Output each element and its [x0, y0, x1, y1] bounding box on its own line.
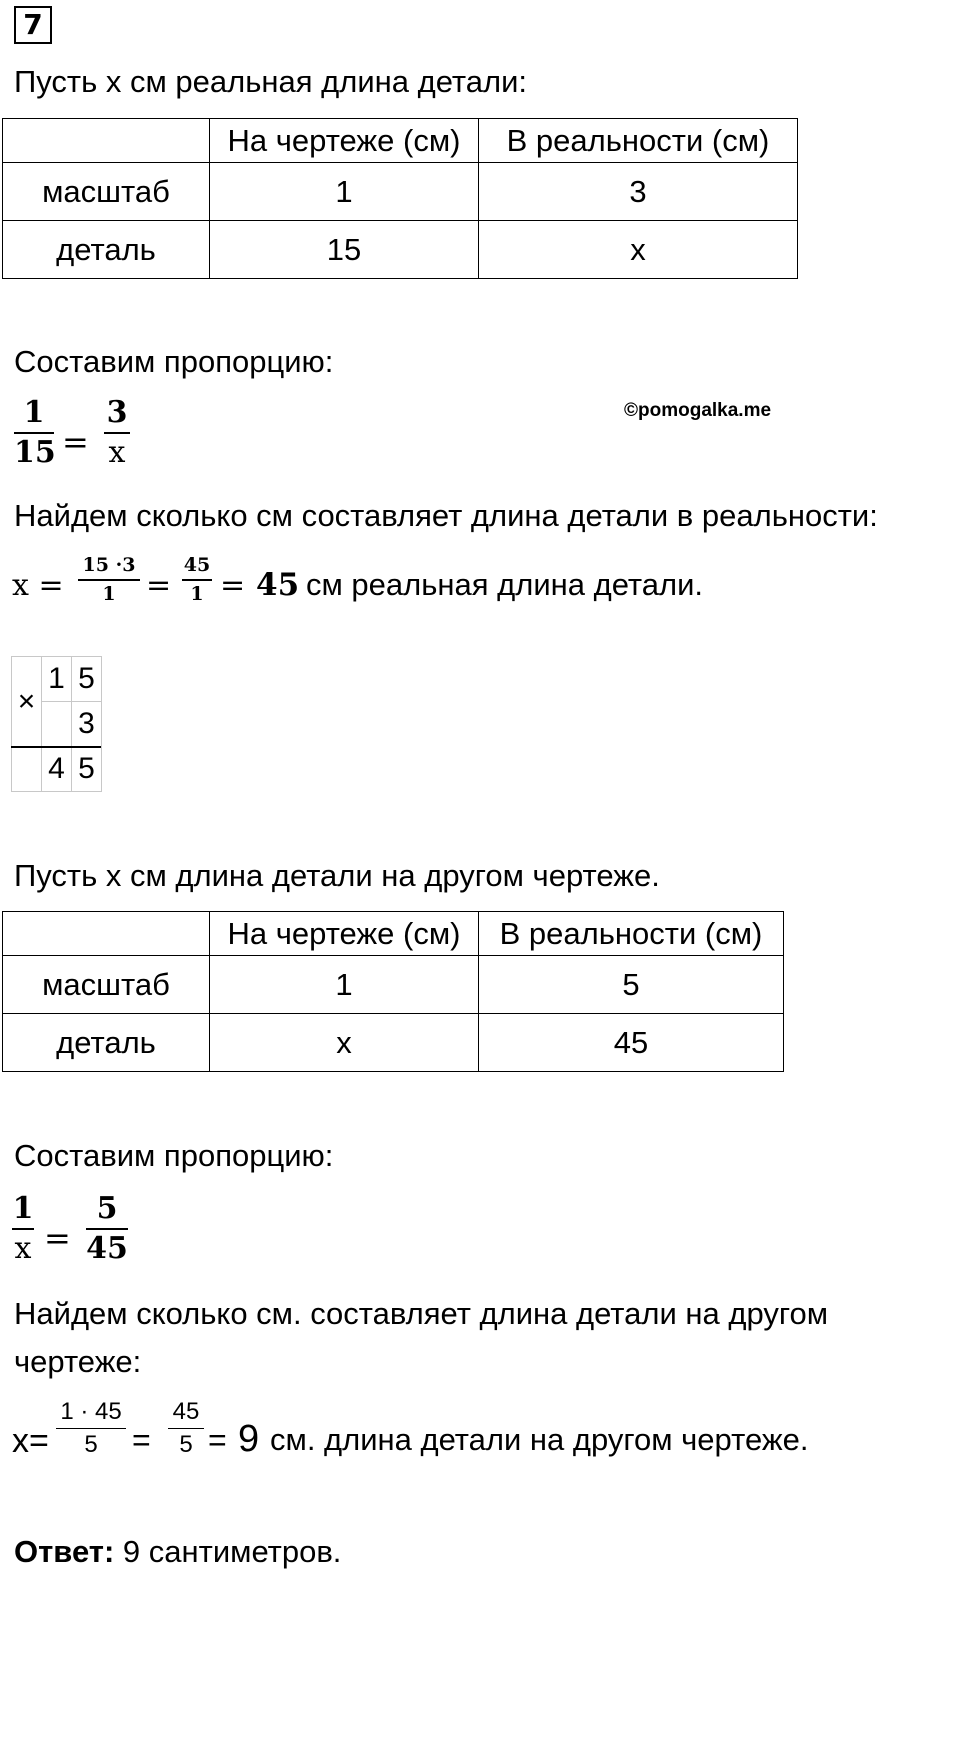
table-row [3, 221, 798, 279]
part1-proportion-label: Составим пропорцию: [14, 344, 334, 379]
fraction-denominator: 5 [179, 1431, 193, 1458]
solution-fraction-1 [78, 556, 140, 604]
fraction-numerator: 1 · 45 [60, 1398, 122, 1425]
equals-sign: = [220, 568, 246, 603]
digit-cell: 3 [72, 702, 102, 747]
part2-find-text-line1: Найдем сколько см. составляет длина детали на другом [14, 1296, 829, 1331]
table-cell: деталь [3, 221, 210, 279]
fraction-right [104, 395, 130, 470]
equals-sign: = [44, 1219, 71, 1257]
digit-cell: 4 [42, 747, 72, 792]
solution-suffix: см реальная длина детали. [306, 567, 704, 602]
table-header-row [3, 912, 784, 956]
table-cell: 1 [210, 163, 479, 221]
equals-sign: = [208, 1422, 227, 1458]
fraction-bar [104, 432, 130, 434]
solution-lhs: x= [12, 1422, 49, 1460]
fraction-right [86, 1191, 128, 1266]
solution-fraction-1 [56, 1400, 126, 1457]
part1-intro: Пусть x см реальная длина детали: [14, 64, 528, 99]
table-header-row [3, 119, 798, 163]
fraction-denominator: x [14, 1231, 32, 1266]
table-header-cell [3, 119, 210, 163]
fraction-bar [182, 579, 212, 581]
solution-lhs: x = [12, 568, 64, 603]
fraction-denominator: 1 [190, 583, 204, 605]
fraction-bar [168, 1428, 204, 1429]
table-row [3, 1014, 784, 1072]
column-multiplication [11, 656, 102, 792]
part1-find-text: Найдем сколько см составляет длина детали в реальности: [14, 498, 878, 533]
fraction-numerator: 45 [172, 1398, 200, 1425]
part2-find-text-line2: чертеже: [14, 1344, 142, 1379]
watermark: ©pomogalka.me [624, 400, 772, 421]
fraction-bar [56, 1428, 126, 1429]
table-header-cell: В реальности (см) [479, 912, 784, 956]
digit-cell: 5 [72, 657, 102, 702]
table-header-cell: В реальности (см) [479, 119, 798, 163]
table-cell: 5 [479, 956, 784, 1014]
table-cell: деталь [3, 1014, 210, 1072]
answer-value: 9 сантиметров. [122, 1534, 342, 1569]
table-cell: 15 [210, 221, 479, 279]
table-header-cell: На чертеже (см) [210, 912, 479, 956]
fraction-numerator: 1 [12, 1191, 34, 1226]
fraction-bar [14, 432, 54, 434]
table-cell: 1 [210, 956, 479, 1014]
table-cell: 45 [479, 1014, 784, 1072]
table-header-cell [3, 912, 210, 956]
digit-cell [12, 747, 42, 792]
part2-proportion-label: Составим пропорцию: [14, 1138, 334, 1173]
table-cell: x [479, 221, 798, 279]
table-row [3, 163, 798, 221]
answer-label: Ответ: [14, 1534, 115, 1569]
fraction-numerator: 45 [183, 554, 211, 576]
table-header-cell: На чертеже (см) [210, 119, 479, 163]
solution-result: 45 [256, 567, 300, 603]
equals-sign: = [62, 423, 89, 461]
table-cell: масштаб [3, 956, 210, 1014]
fraction-numerator: 1 [23, 395, 45, 430]
fraction-denominator: 45 [86, 1231, 128, 1266]
fraction-denominator: 15 [14, 435, 56, 470]
column-result-line [11, 746, 101, 748]
fraction-left [12, 1191, 34, 1266]
fraction-denominator: 1 [102, 583, 116, 605]
fraction-denominator: x [108, 435, 126, 470]
digit-cell: 1 [42, 657, 72, 702]
table-cell: x [210, 1014, 479, 1072]
fraction-bar [86, 1228, 128, 1230]
part2-table [2, 911, 784, 1072]
fraction-numerator: 3 [106, 395, 128, 430]
part1-table [2, 118, 798, 279]
equals-sign: = [132, 1422, 151, 1458]
table-row [3, 956, 784, 1014]
multiply-sign: × [12, 657, 42, 747]
solution-fraction-2 [182, 556, 212, 604]
table-cell: масштаб [3, 163, 210, 221]
equals-sign: = [146, 568, 172, 603]
part2-intro: Пусть x см длина детали на другом чертеже. [14, 858, 660, 893]
digit-cell: 5 [72, 747, 102, 792]
fraction-left [14, 395, 56, 470]
fraction-bar [78, 579, 140, 581]
digit-cell [42, 702, 72, 747]
fraction-numerator: 15 ·3 [82, 554, 136, 576]
answer [14, 1536, 341, 1567]
solution-suffix: см. длина детали на другом чертеже. [270, 1422, 809, 1457]
solution-result: 9 [238, 1418, 260, 1460]
solution-fraction-2 [168, 1400, 204, 1457]
fraction-bar [12, 1228, 34, 1230]
table-cell: 3 [479, 163, 798, 221]
fraction-numerator: 5 [96, 1191, 118, 1226]
fraction-denominator: 5 [84, 1431, 98, 1458]
task-number: 7 [14, 6, 52, 44]
